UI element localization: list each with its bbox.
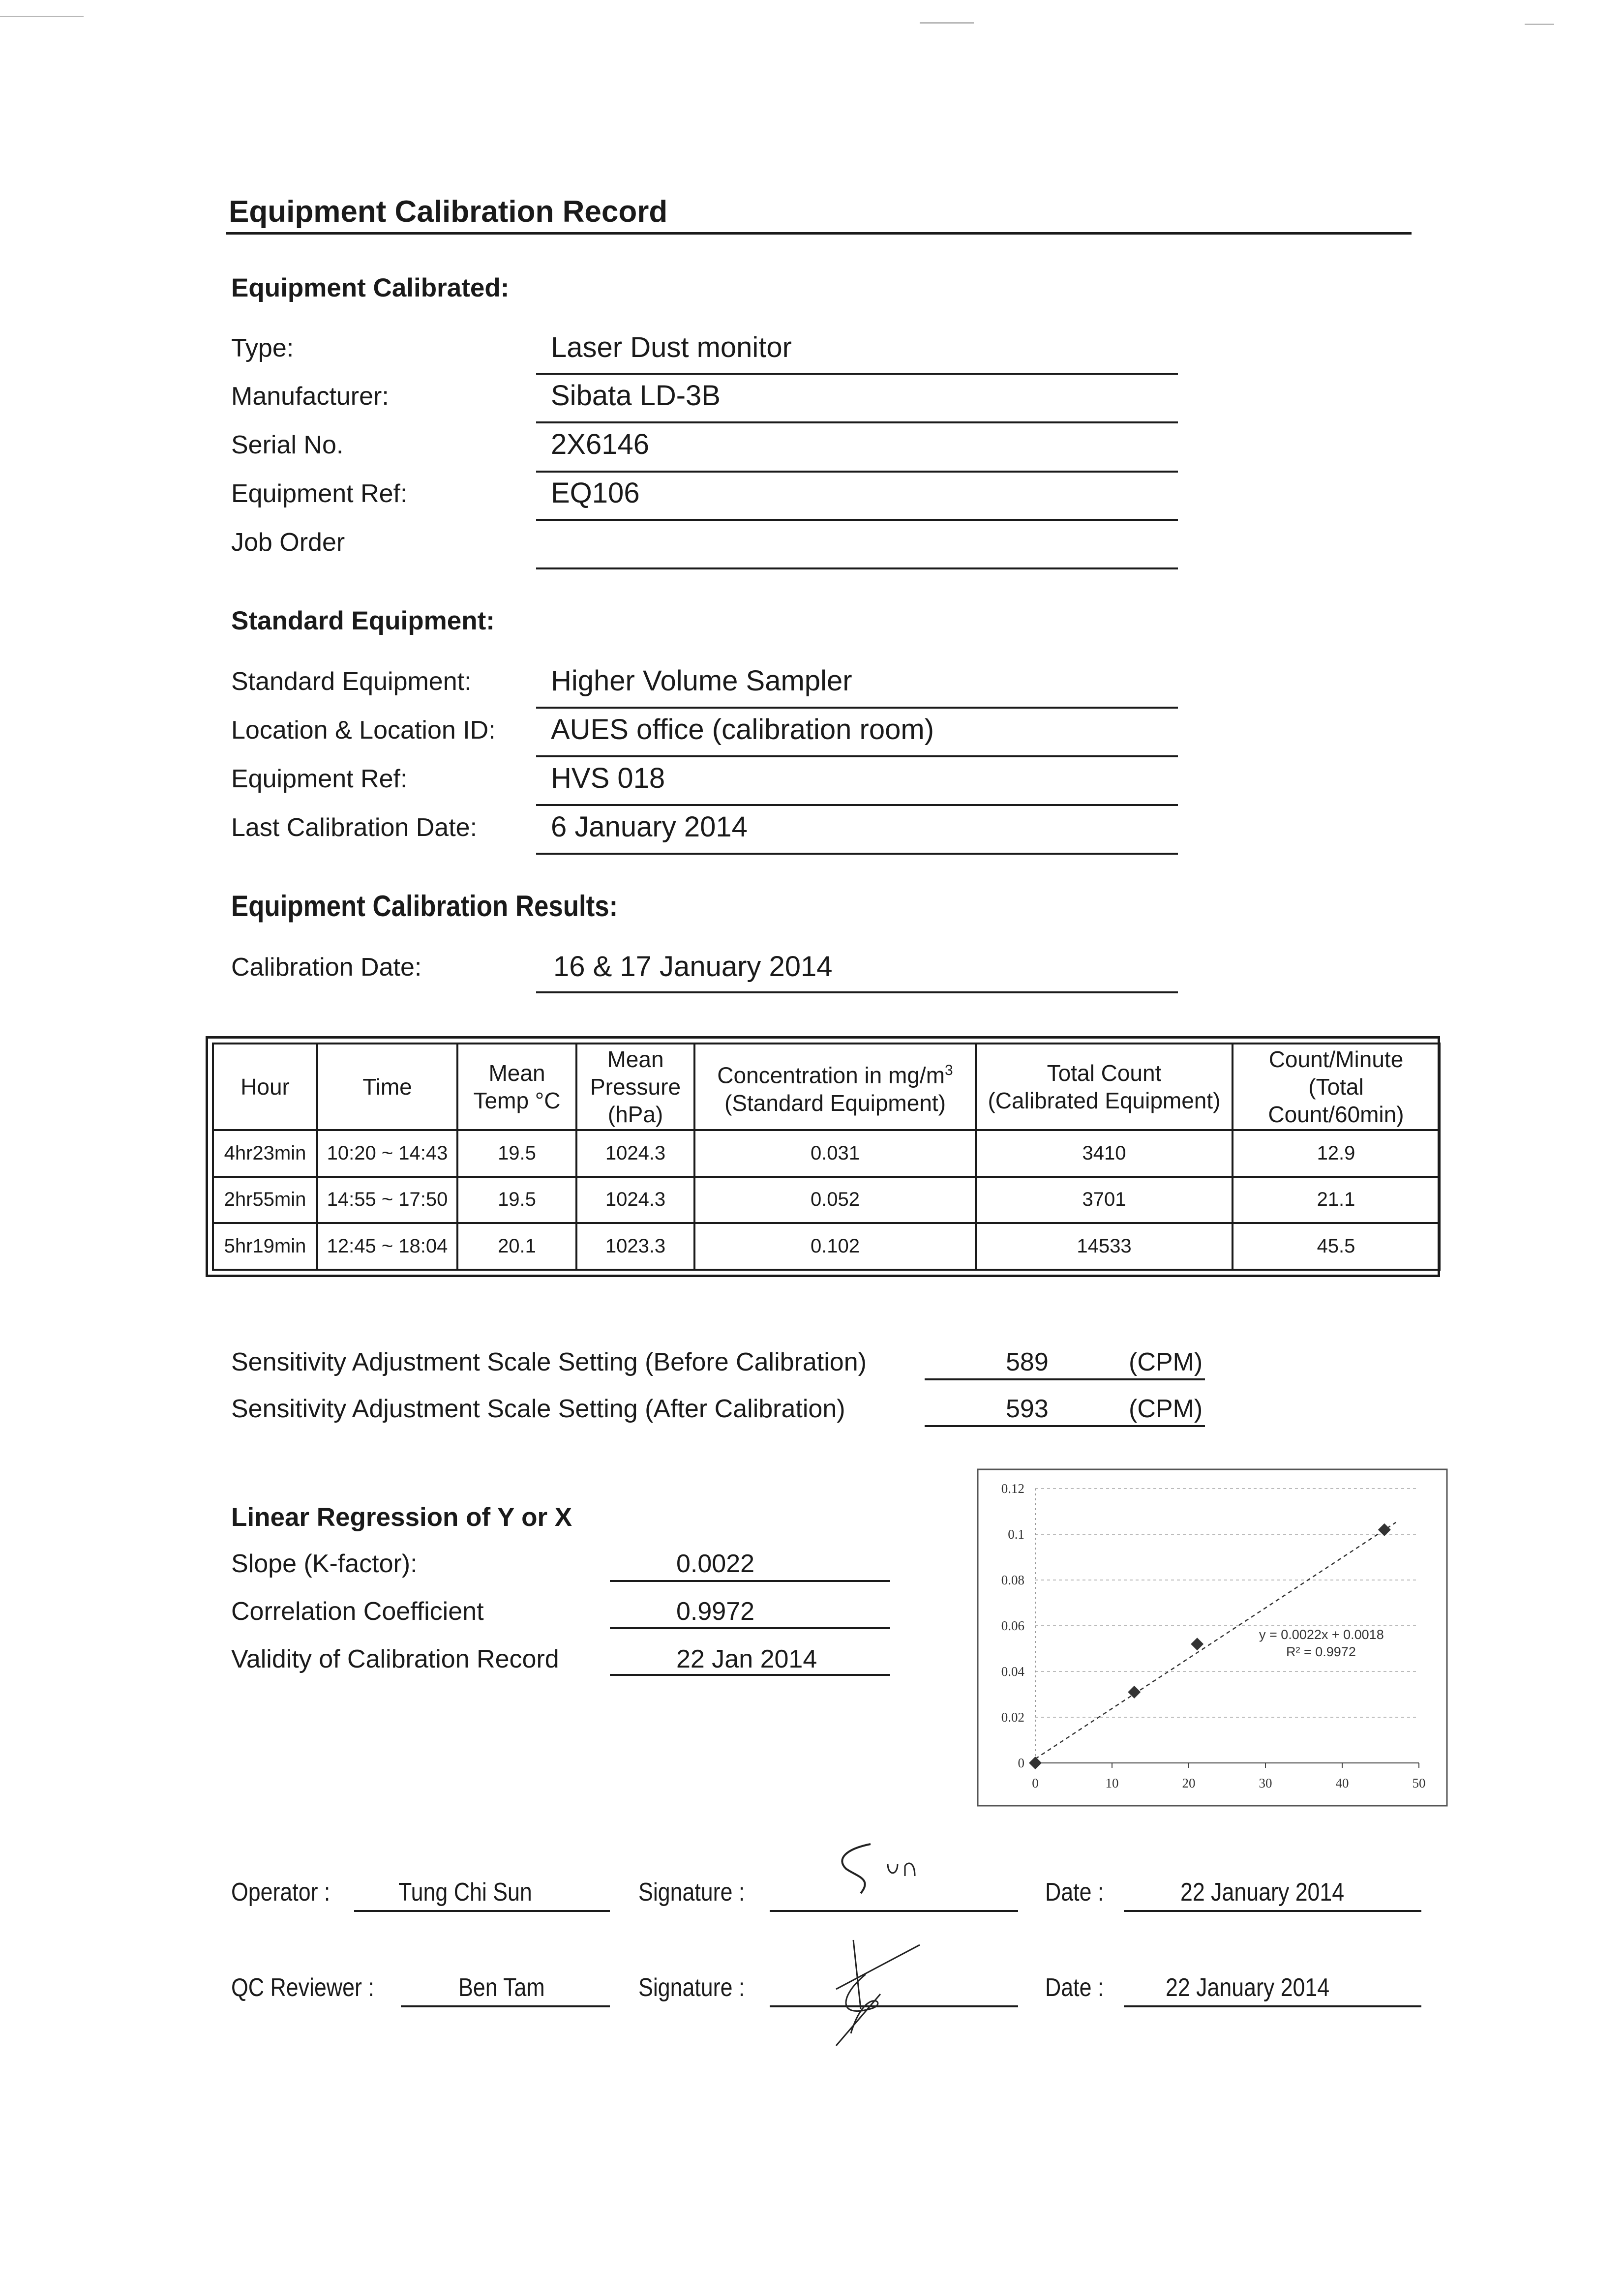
header-line: Count/Minute bbox=[1268, 1046, 1404, 1072]
qc-signature-label: Signature : bbox=[638, 1973, 745, 2002]
operator-date: 22 January 2014 bbox=[1180, 1878, 1345, 1907]
cell-time: 12:45 ~ 18:04 bbox=[317, 1223, 457, 1270]
field-underline bbox=[610, 1674, 890, 1676]
cell-temp: 20.1 bbox=[457, 1223, 576, 1270]
cell-hour: 4hr23min bbox=[213, 1130, 317, 1177]
field-label: Calibration Date: bbox=[231, 953, 422, 982]
field-underline bbox=[536, 567, 1178, 569]
header-line: Total Count bbox=[1047, 1060, 1162, 1086]
field-underline bbox=[1124, 2005, 1421, 2007]
field-underline bbox=[536, 471, 1178, 473]
cell-count-per-minute: 45.5 bbox=[1233, 1223, 1440, 1270]
field-value-serial: 2X6146 bbox=[551, 428, 649, 460]
trendline-equation: y = 0.0022x + 0.0018 bbox=[1259, 1627, 1384, 1642]
x-tick-label: 30 bbox=[1259, 1776, 1272, 1790]
correlation-value: 0.9972 bbox=[676, 1597, 755, 1626]
col-header-concentration bbox=[694, 1044, 976, 1130]
regression-chart-svg bbox=[976, 1468, 1448, 1807]
field-value-location: AUES office (calibration room) bbox=[551, 714, 934, 745]
table-row bbox=[213, 1177, 1440, 1223]
title-rule bbox=[226, 232, 1412, 235]
y-tick-label: 0.1 bbox=[1008, 1527, 1024, 1542]
field-label: Validity of Calibration Record bbox=[231, 1645, 559, 1673]
header-line: Pressure bbox=[590, 1074, 681, 1100]
field-underline bbox=[536, 373, 1178, 375]
table-row bbox=[213, 1223, 1440, 1270]
sensitivity-before-label: Sensitivity Adjustment Scale Setting (Before Calibration) bbox=[231, 1348, 867, 1376]
field-label: Standard Equipment: bbox=[231, 667, 472, 696]
header-line: (hPa) bbox=[607, 1102, 663, 1127]
operator-date-label: Date : bbox=[1045, 1878, 1104, 1907]
field-value-manufacturer: Sibata LD-3B bbox=[551, 380, 721, 412]
field-value-last-calibration: 6 January 2014 bbox=[551, 811, 748, 843]
header-line: Mean bbox=[488, 1060, 545, 1086]
header-line: (Calibrated Equipment) bbox=[988, 1088, 1221, 1113]
cell-temp: 19.5 bbox=[457, 1177, 576, 1223]
field-underline bbox=[536, 707, 1178, 709]
field-value-type: Laser Dust monitor bbox=[551, 331, 792, 363]
field-label: Correlation Coefficient bbox=[231, 1597, 484, 1626]
signature-stroke bbox=[888, 1863, 915, 1876]
scan-mark bbox=[1525, 24, 1554, 25]
sensitivity-after-label: Sensitivity Adjustment Scale Setting (After Calibration) bbox=[231, 1395, 845, 1423]
signature-line bbox=[770, 1910, 1018, 1912]
field-label: Last Calibration Date: bbox=[231, 813, 478, 842]
cell-count-per-minute: 12.9 bbox=[1233, 1130, 1440, 1177]
header-line: Count/60min) bbox=[1268, 1102, 1404, 1127]
cell-pressure: 1023.3 bbox=[576, 1223, 694, 1270]
header-line: (Total bbox=[1308, 1074, 1364, 1100]
col-header-total-count bbox=[976, 1044, 1233, 1130]
qc-date: 22 January 2014 bbox=[1166, 1973, 1330, 2002]
regression-chart bbox=[976, 1468, 1448, 1807]
cell-total-count: 3410 bbox=[976, 1130, 1233, 1177]
header-line: Concentration in mg/m bbox=[717, 1062, 945, 1088]
header-line: (Standard Equipment) bbox=[724, 1090, 946, 1116]
field-underline bbox=[610, 1627, 890, 1629]
scan-mark bbox=[0, 16, 84, 17]
col-header-time: Time bbox=[317, 1044, 457, 1130]
operator-signature-image bbox=[826, 1834, 944, 1903]
results-table bbox=[206, 1036, 1440, 1277]
cell-pressure: 1024.3 bbox=[576, 1177, 694, 1223]
cell-time: 14:55 ~ 17:50 bbox=[317, 1177, 457, 1223]
field-underline bbox=[536, 991, 1178, 993]
y-tick-label: 0.08 bbox=[1001, 1573, 1024, 1587]
field-label: Serial No. bbox=[231, 431, 344, 459]
field-underline bbox=[536, 853, 1178, 855]
field-underline bbox=[536, 421, 1178, 423]
cell-hour: 5hr19min bbox=[213, 1223, 317, 1270]
field-underline bbox=[925, 1378, 1205, 1380]
field-value-standard-ref: HVS 018 bbox=[551, 762, 665, 794]
x-tick-label: 0 bbox=[1032, 1776, 1039, 1790]
qc-date-label: Date : bbox=[1045, 1973, 1104, 2002]
qc-reviewer-name: Ben Tam bbox=[458, 1973, 545, 2002]
header-line: Mean bbox=[607, 1046, 664, 1072]
field-underline bbox=[354, 1910, 610, 1912]
field-underline bbox=[401, 2005, 610, 2007]
qc-signature-image bbox=[807, 1935, 934, 2048]
field-label: Location & Location ID: bbox=[231, 716, 496, 745]
cell-total-count: 3701 bbox=[976, 1177, 1233, 1223]
col-header-count-per-minute bbox=[1233, 1044, 1440, 1130]
sensitivity-before-value: 589 bbox=[1006, 1348, 1049, 1376]
sensitivity-after-unit: (CPM) bbox=[1129, 1395, 1203, 1423]
x-tick-label: 50 bbox=[1412, 1776, 1426, 1790]
header-line: Temp °C bbox=[473, 1088, 561, 1113]
page-title: Equipment Calibration Record bbox=[229, 195, 668, 229]
signature-stroke bbox=[842, 1844, 871, 1893]
scan-mark bbox=[920, 22, 974, 24]
field-label: Job Order bbox=[231, 528, 345, 557]
field-label: Slope (K-factor): bbox=[231, 1550, 418, 1578]
table-row bbox=[213, 1130, 1440, 1177]
qc-reviewer-label: QC Reviewer : bbox=[231, 1973, 374, 2002]
cell-temp: 19.5 bbox=[457, 1130, 576, 1177]
field-value-calibration-date: 16 & 17 January 2014 bbox=[553, 951, 833, 983]
validity-value: 22 Jan 2014 bbox=[676, 1645, 817, 1673]
section-heading-standard-equipment: Standard Equipment: bbox=[231, 606, 495, 635]
x-tick-label: 20 bbox=[1182, 1776, 1196, 1790]
col-header-pressure bbox=[576, 1044, 694, 1130]
cell-concentration: 0.102 bbox=[694, 1223, 976, 1270]
y-tick-label: 0 bbox=[1018, 1756, 1024, 1770]
x-tick-label: 40 bbox=[1335, 1776, 1349, 1790]
field-underline bbox=[1124, 1910, 1421, 1912]
field-label: Manufacturer: bbox=[231, 382, 389, 411]
col-header-hour: Hour bbox=[213, 1044, 317, 1130]
x-tick-label: 10 bbox=[1105, 1776, 1119, 1790]
header-superscript: 3 bbox=[945, 1062, 953, 1079]
field-underline bbox=[925, 1425, 1205, 1427]
cell-concentration: 0.031 bbox=[694, 1130, 976, 1177]
field-label: Type: bbox=[231, 334, 294, 362]
field-underline bbox=[536, 519, 1178, 521]
cell-count-per-minute: 21.1 bbox=[1233, 1177, 1440, 1223]
field-label: Equipment Ref: bbox=[231, 765, 408, 793]
cell-concentration: 0.052 bbox=[694, 1177, 976, 1223]
table-header-row bbox=[213, 1044, 1440, 1130]
cell-time: 10:20 ~ 14:43 bbox=[317, 1130, 457, 1177]
slope-value: 0.0022 bbox=[676, 1550, 755, 1578]
section-heading-calibration-results: Equipment Calibration Results: bbox=[231, 890, 618, 923]
cell-pressure: 1024.3 bbox=[576, 1130, 694, 1177]
cell-hour: 2hr55min bbox=[213, 1177, 317, 1223]
col-header-temp bbox=[457, 1044, 576, 1130]
signature-stroke bbox=[836, 1940, 920, 2046]
cell-total-count: 14533 bbox=[976, 1223, 1233, 1270]
field-underline bbox=[536, 804, 1178, 806]
section-heading-equipment-calibrated: Equipment Calibrated: bbox=[231, 273, 510, 302]
operator-label: Operator : bbox=[231, 1878, 331, 1907]
r-squared-label: R² = 0.9972 bbox=[1286, 1644, 1356, 1659]
field-underline bbox=[536, 755, 1178, 757]
y-tick-label: 0.04 bbox=[1001, 1664, 1024, 1679]
regression-heading: Linear Regression of Y or X bbox=[231, 1503, 572, 1532]
field-value-standard-equipment: Higher Volume Sampler bbox=[551, 665, 852, 697]
field-value-equipment-ref: EQ106 bbox=[551, 477, 640, 509]
field-label: Equipment Ref: bbox=[231, 479, 408, 508]
sensitivity-before-unit: (CPM) bbox=[1129, 1348, 1203, 1376]
field-underline bbox=[610, 1580, 890, 1582]
y-tick-label: 0.12 bbox=[1001, 1481, 1024, 1496]
operator-signature-label: Signature : bbox=[638, 1878, 745, 1907]
operator-name: Tung Chi Sun bbox=[398, 1878, 532, 1907]
y-tick-label: 0.02 bbox=[1001, 1710, 1024, 1725]
y-tick-label: 0.06 bbox=[1001, 1618, 1024, 1633]
sensitivity-after-value: 593 bbox=[1006, 1395, 1049, 1423]
